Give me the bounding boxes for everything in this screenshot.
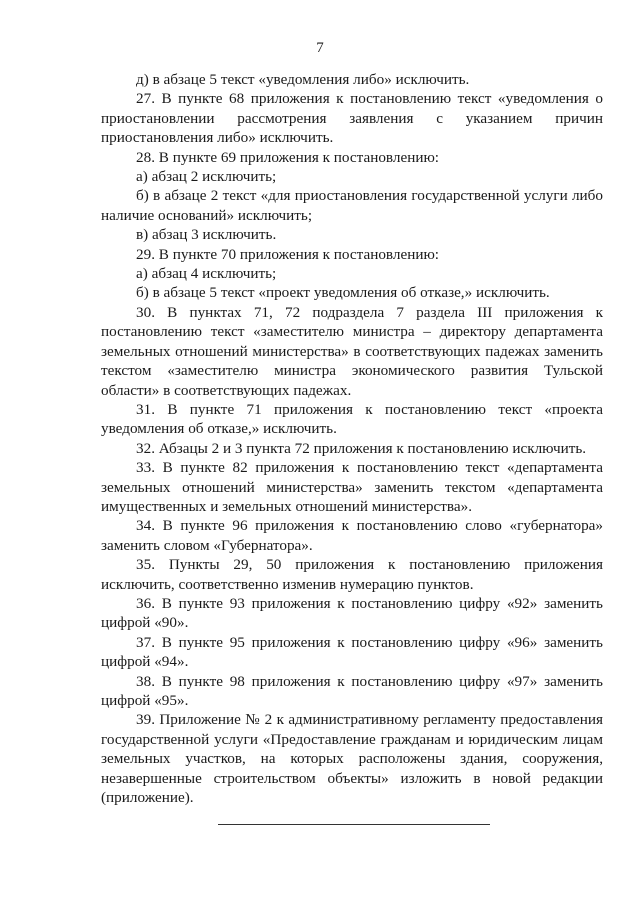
paragraph-28a: а) абзац 2 исключить; [136,168,277,186]
paragraph-39: 39. Приложение № 2 к административному регламенту предоставления государственной услуги «Предоставление гражданам и юридическим лицам земельных участков, на которых расположены здания, сооружения, незавершенные строительством объекты» изложить в новой редакции (приложение). [101,711,603,807]
paragraph-35: 35. Пункты 29, 50 приложения к постановлению приложения исключить, соответственно изменив нумерацию пунктов. [101,556,603,593]
paragraph-31: 31. В пункте 71 приложения к постановлению текст «проекта уведомления об отказе,» исключить. [101,400,603,438]
paragraph-38: 38. В пункте 98 приложения к постановлению цифру «97» заменить цифрой «95». [101,672,603,709]
paragraph-29: 29. В пункте 70 приложения к постановлению: [136,245,440,263]
paragraph-27: 27. В пункте 68 приложения к постановлению текст «уведомления о приостановлении рассмотрения заявления с указанием причин приостановления либо» исключить. [101,90,603,147]
paragraph-30: 30. В пунктах 71, 72 подраздела 7 раздела III приложения к постановлению текст «заместителю министра – директору департамента земельных отношений министерства» в соответствующих падежах заменить текстом «заместителю министра экономического развития Тульской области» в соответствующих падежах. [101,303,603,399]
page-number: 7 [316,40,324,56]
paragraph-36: 36. В пункте 93 приложения к постановлению цифру «92» заменить цифрой «90». [101,594,603,632]
paragraph-26d: д) в абзаце 5 текст «уведомления либо» исключить. [136,71,470,88]
paragraph-28c: в) абзац 3 исключить. [136,226,277,244]
paragraph-29a: а) абзац 4 исключить; [136,265,277,283]
paragraph-33: 33. В пункте 82 приложения к постановлению текст «департамента земельных отношений министерства» заменить текстом «департамента имущественных и земельных отношений министерства». [101,459,603,515]
end-divider [218,824,490,825]
paragraph-28: 28. В пункте 69 приложения к постановлению: [136,148,440,166]
paragraph-37: 37. В пункте 95 приложения к постановлению цифру «96» заменить цифрой «94». [101,633,603,671]
document-body [101,70,603,807]
paragraph-29b: б) в абзаце 5 текст «проект уведомления об отказе,» исключить. [136,284,550,302]
paragraph-34: 34. В пункте 96 приложения к постановлению слово «губернатора» заменить словом «Губернатора». [101,517,603,554]
paragraph-32: 32. Абзацы 2 и 3 пункта 72 приложения к постановлению исключить. [136,439,587,457]
paragraph-28b: б) в абзаце 2 текст «для приостановления государственной услуги либо наличие оснований» исключить; [101,187,603,224]
